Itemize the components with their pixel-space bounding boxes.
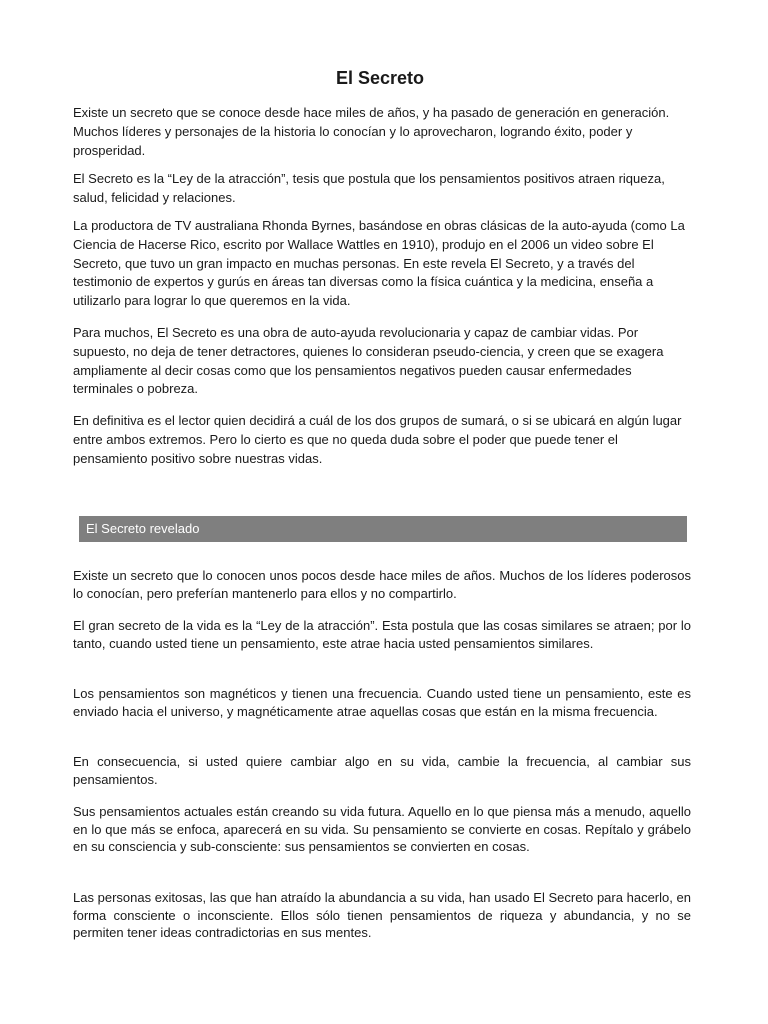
section-paragraph-5: Sus pensamientos actuales están creando su vida futura. Aquello en lo que piensa más a menudo, aquello en lo que más se enfoca, aparecerá en su vida. Su pensamiento se convierte en cosas. Repítalo y grábelo en su consciencia y sub-consciente: sus pensamientos se convierten en cosas. — [73, 804, 691, 855]
intro-paragraph-1: Existe un secreto que se conoce desde hace miles de años, y ha pasado de generación en generación. Muchos líderes y personajes de la historia lo conocían y lo aprovecharon, logrando éxito, poder y prosperidad. — [73, 105, 670, 158]
intro-paragraph-4: Para muchos, El Secreto es una obra de auto-ayuda revolucionaria y capaz de cambiar vidas. Por supuesto, no deja de tener detractores, quienes lo consideran pseudo-ciencia, y creen que se exagera ampliamente al decir cosas como que los pensamientos negativos pueden causar enfermedades terminales o pobreza. — [73, 325, 664, 397]
section-paragraph-4: En consecuencia, si usted quiere cambiar algo en su vida, cambie la frecuencia, al cambiar sus pensamientos. — [73, 754, 691, 787]
section-paragraph-6: Las personas exitosas, las que han atraído la abundancia a su vida, han usado El Secreto para hacerlo, en forma consciente o inconsciente. Ellos sólo tienen pensamientos de riqueza y abundancia, y no se permiten tener ideas contradictorias en sus mentes. — [73, 890, 691, 941]
section-paragraph-3: Los pensamientos son magnéticos y tienen una frecuencia. Cuando usted tiene un pensamiento, este es enviado hacia el universo, y magnéticamente atrae aquellas cosas que están en la misma frecuencia. — [73, 686, 691, 719]
intro-paragraph-3: La productora de TV australiana Rhonda Byrnes, basándose en obras clásicas de la auto-ayuda (como La Ciencia de Hacerse Rico, escrito por Wallace Wattles en 1910), produjo en el 2006 un video sobre El Secreto, que tuvo un gran impacto en muchas personas. En este revela El Secreto, y a través del testimonio de expertos y gurús en áreas tan diversas como la física cuántica y la medicina, enseña a utilizarlo para lograr lo que queremos en la vida. — [73, 218, 685, 309]
intro-paragraph-2: El Secreto es la “Ley de la atracción”, tesis que postula que los pensamientos positivos atraen riqueza, salud, felicidad y relaciones. — [73, 171, 665, 205]
page-title: El Secreto — [335, 68, 425, 88]
section-heading: El Secreto revelado — [79, 516, 687, 542]
intro-paragraph-5: En definitiva es el lector quien decidirá a cuál de los dos grupos de sumará, o si se ubicará en algún lugar entre ambos extremos. Pero lo cierto es que no queda duda sobre el poder que puede tener el pensamiento positivo sobre nuestras vidas. — [73, 413, 682, 466]
section-paragraph-1: Existe un secreto que lo conocen unos pocos desde hace miles de años. Muchos de los líderes poderosos lo conocían, pero preferían mantenerlo para ellos y no compartirlo. — [73, 568, 691, 601]
section-paragraph-2: El gran secreto de la vida es la “Ley de la atracción”. Esta postula que las cosas similares se atraen; por lo tanto, cuando usted tiene un pensamiento, este atrae hacia usted pensamientos similares. — [73, 618, 691, 651]
